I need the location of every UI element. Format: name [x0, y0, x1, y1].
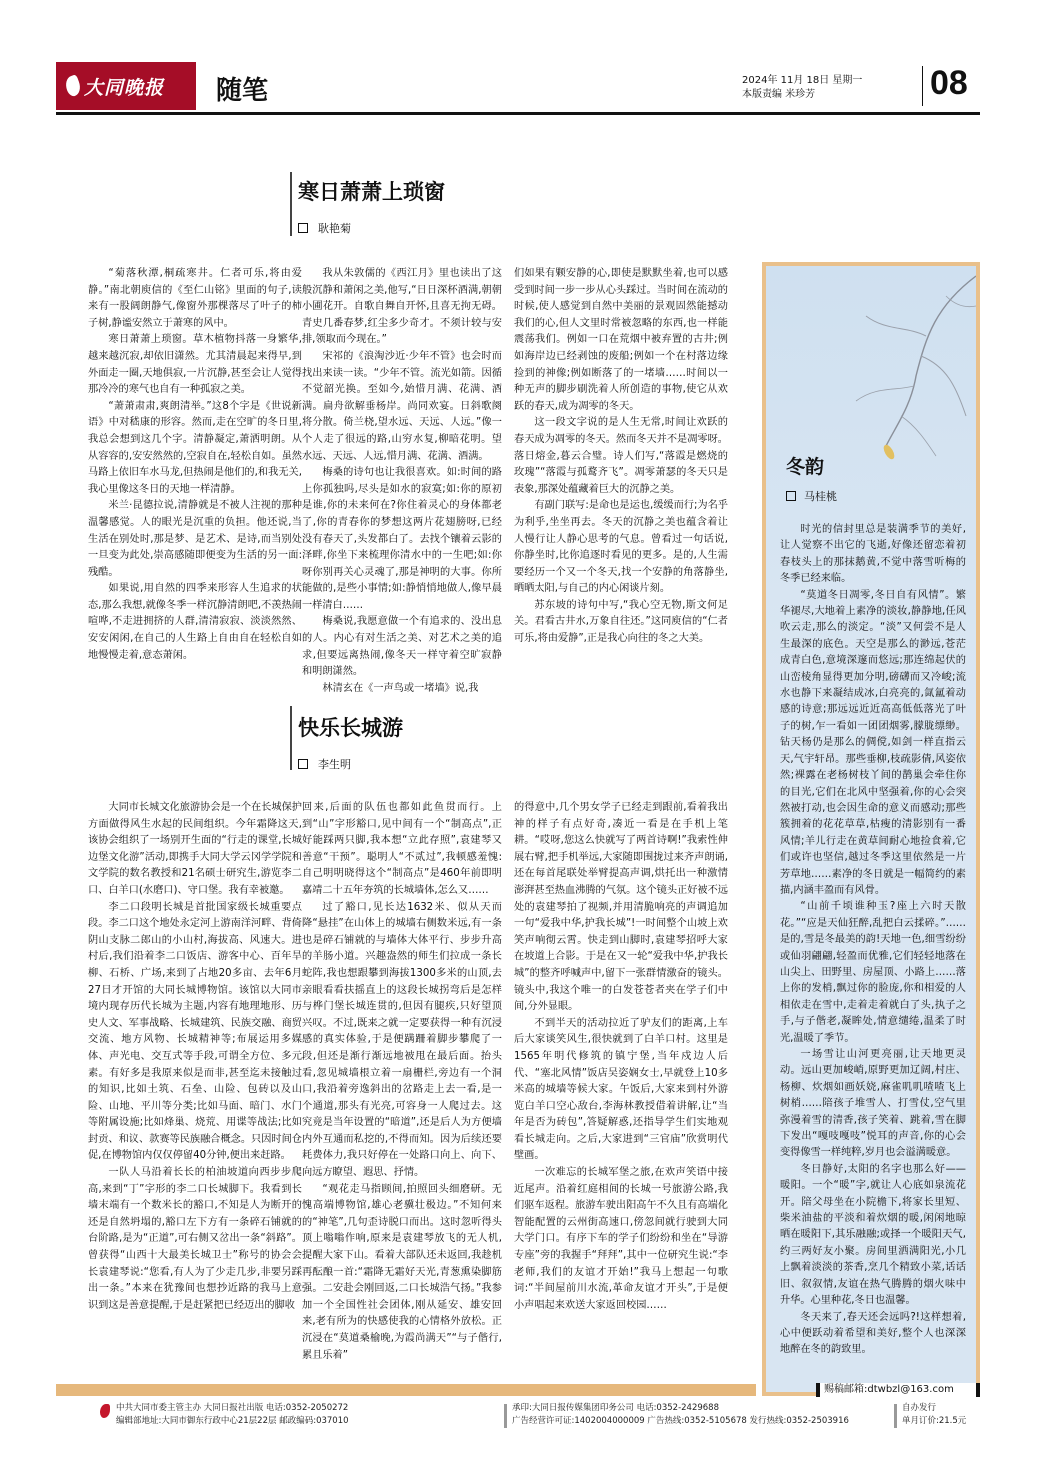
article2-title: 快乐长城游: [298, 715, 403, 740]
article1-column-2: [302, 266, 502, 697]
paragraph: 时光的信封里总是装满季节的美好,让人觉察不出它的飞逝,好像还留恋着初春枝头上的那抹鹅黄,不觉中落雪听梅的冬季已经来临。: [780, 524, 966, 585]
logo-text: 大同晚报: [84, 76, 165, 99]
section-title: 随笔: [216, 76, 269, 106]
sidebar-title: 冬韵: [786, 456, 825, 478]
sidebar-body: [780, 522, 966, 1359]
article2-author: 李生明: [318, 758, 351, 771]
footer-line: 编辑部地址:大同市御东行政中心21层22层 邮政编码:037010: [116, 1416, 349, 1426]
footer-divider: [504, 1404, 507, 1428]
footer-line: 自办发行: [902, 1403, 937, 1413]
byline-box-icon: [786, 491, 796, 501]
footer-line: 承印:大同日报传媒集团印务公司 电话:0352-2429688: [512, 1403, 719, 1413]
paragraph: 回来,后面的队伍也都如此鱼贯而行。上到“山”字形豁口,见中间有一个“制高点”,正好能踩两只脚,我本想“立此存照”,袁建琴又善意“干预”。聪明人“不贰过”,我顿感羞愧:自己明明晓得这个“制高点”是460年前即明嘉靖二十五年夯筑的长城墙体,怎么又……: [302, 802, 502, 896]
sidebar-article: [762, 262, 980, 1396]
paragraph: 梅桑的诗句也让我很喜欢。如:时间的路上你孤独吗,尽头是如水的寂寞;如:你的原初是谁,你的未来何在?你住着灵心的身体都老了,你的青春你的梦想这两片花翅膀呀,已经没有春天了,头发都白了。去找个镶着云影的泽畔,你坐下来梳理你清水中的一生吧;如:你呀你别再关心灵魂了,那是神明的大事。你所能做的,是些小事情;如:静悄悄地做人,像早晨一样清白……: [302, 467, 502, 611]
footer-line: 中共大同市委主管主办 大同日报社出版 电话:0352-2050272: [116, 1403, 349, 1413]
page-editor: 本版责编 米珍芳: [742, 89, 816, 100]
paragraph: 过了豁口,见长达1632米、似从天而降“悬挂”在山体上的城墙右侧数米远,有一条也是碎石铺就的与墙体大体平行、步步升高的羊肠小道。兴趣盎然的师生们拉成一条长蛇阵,我也想跟攀到海拔1300多米的山顶,去亲眼看看扶摇直上的这段长城拐弯后是怎样与桦门堡长城连贯的,但因有腿疾,只好望顶兴叹。不过,既来之就一定要获得一种有沉浸感的真实体验,于是便蹒跚着脚步攀爬了一段,但还是渐行渐远地被甩在最后面。抬头看,忽见城墙根立着一扇栅栏,旁边有一个洞口,我沿着旁逸斜出的岔路走上去一看,是一个通道,那头有光亮,可容身一人爬过去。这究竟是当年设置的“暗道”,还是后人为方便墙内外互通而私挖的,不得而知。因为后续还要耗费体力,我只好停在一处路口向上、向下、向远方瞭望、遐思、抒情。: [302, 901, 502, 1179]
paragraph: 一场雪让山河更亮丽,让天地更灵动。远山更加峻峭,原野更加辽阔,村庄、杨柳、炊烟如画妖娆,麻雀叽叽喳喳飞上树梢……陪孩子堆雪人、打雪仗,空气里弥漫着雪的清香,孩子笑着、跳着,雪在脚下发出“嘎吱嘎吱”悦耳的声音,你的心会变得像雪一样纯粹,岁月也会溢满暖意。: [780, 1049, 966, 1159]
issue-date: 2024年 11月 18日 星期一: [742, 75, 863, 86]
footer-line: 广告经营许可证:1402004000009 广告热线:0352-5105678 发行热线:0352-2503916: [512, 1416, 849, 1426]
title-bar: [290, 172, 292, 236]
header-divider: [922, 66, 923, 106]
masthead-rule: [56, 112, 980, 115]
footer-divider: [894, 1404, 897, 1428]
paragraph: “山前千顷谁种玉?座上六时天散花。”“应是天仙狂醉,乱把白云揉碎。”……是的,雪是冬最美的韵!天地一色,细雪纷纷或仙羽翩翩,轻盈而优雅,它们轻轻地落在山尖上、田野里、房屋顶、小路上……落上你的发梢,飘过你的脸庞,你和相爱的人相依走在雪中,走着走着就白了头,执子之手,与子偕老,凝眸处,情意缱绻,温柔了时光,温暖了季节。: [780, 901, 966, 1044]
article2-byline: [298, 756, 351, 772]
article1-column-3: [514, 266, 728, 648]
paragraph: “观花走马指顾间,拍照回头细磨研。无愧高端博物馆,雄心老骥壮极边。”不知何来的“神笔”,几句歪诗脱口而出。这时忽听得头顶上嗡嗡作响,原来是袁建琴放飞的无人机,提醒大家下山。看着大部队还未返回,我趁机再酝酿一首:“霜降无霜好天光,青葱熏染脚筋强。二安赴会刚回返,二口长城浩气扬。”我参加一个全国性社会团体,刚从延安、雄安回来,老有所为的快感使我的心情格外放松。正沉浸在“莫道桑榆晚,为霞尚满天”“与子偕行,累且乐着”: [302, 1183, 502, 1361]
sidebar-byline: [786, 488, 837, 504]
flame-icon: [63, 74, 83, 98]
sidebar-author: 马桂桃: [804, 490, 837, 503]
article2-column-3: [514, 800, 728, 1314]
branch-illustration-icon: [826, 266, 976, 466]
paragraph: 如果说,用自然的四季来形容人生追求的状态,那么我想,就像冬季一样沉静清朗吧,不羡热闹喧哗,不走进拥挤的人群,清清寂寂、淡淡然然、安安闲闲,在自己的人生路上自由自在轻松自如地慢慢走着,意态萧闲。: [88, 583, 302, 661]
paragraph: 这一段文字说的是人生无常,时间让欢跃的春天成为凋零的冬天。然而冬天并不是凋零呀。落日熔金,暮云合璧。诗人们写,“落霞是燃烧的玫瑰”“落霞与孤鹜齐飞”。凋零萧瑟的冬天只是表象,那深处蕴藏着巨大的沉静之美。: [514, 417, 728, 495]
page-number: 08: [930, 64, 968, 102]
paragraph: 梅桑说,我愿意做一个有追求的、没出息的人。内心有对生活之美、对艺术之美的追求,但要远离热闹,像冬天一样守着空旷寂静和明朗潇然。: [302, 616, 502, 678]
paragraph: 米兰·昆德拉说,清静就是不被人注视的那种温馨感觉。人的眼光是沉重的负担。他还说,当生活在别处时,那是梦、是艺术、是诗,而当别处一旦变为此处,崇高感随即便变为生活的另一面:残酷。: [88, 500, 302, 578]
date-info: [742, 74, 862, 102]
byline-box-icon: [298, 223, 308, 233]
byline-box-icon: [298, 759, 308, 769]
footer-publisher-info: [116, 1402, 349, 1428]
article1-title: 寒日萧萧上琐窗: [298, 179, 445, 204]
paragraph: 大同市长城文化旅游协会是一个在长城保护方面做得风生水起的民间组织。今年霜降这天,该协会组织了一场别开生面的“行走的课堂,长城边堡文化游”活动,即携手大同大学云冈学学院和文学院的数名教授和21名硕士研究生,游览李二口、白羊口(水磨口)、守口堡。我有幸被邀。: [88, 802, 302, 896]
footer-line: 单月订价:21.5元: [902, 1416, 967, 1426]
paragraph: 林清玄在《一声鸟或一堵墙》说,我: [322, 682, 479, 694]
footer-logo-icon: [100, 1404, 110, 1418]
footer-printing-info: [512, 1402, 849, 1428]
paragraph: “菊落秋潭,桐疏寒井。仁者可乐,将由爱静。”南北朝庾信的《至仁山铭》里面的句子,读来有一股阔朗静气,像窗外那棵落尽了叶子的柿子树,静谧安然立于萧寒的风中。: [88, 268, 302, 329]
newspaper-logo: [56, 62, 196, 110]
paragraph: 一队人马沿着长长的柏油坡道向西步步爬高,来到“丁”字形的李二口长城脚下。我看到长墙末端有一个数米长的豁口,不知是人为断开的还是自然坍塌的,豁口左下方有一条碎石铺就的台阶路,是为“正道”,可右侧又岔出一条“斜路”。曾获得“山西十大最美长城卫士”称号的协会会长袁建琴说:“您看,有人为了少走几步,非要另踩出一条。”本来在犹豫间也想抄近路的我马上意识到这是善意提醒,于是赶紧把已经迈出的脚收: [88, 1167, 302, 1311]
paragraph: 有副门联写:是命也是运也,缓缓而行;为名乎为利乎,坐坐再去。冬天的沉静之美也蕴含着让人慢行让人静心思考的气息。曾看过一句话说,你静坐时,比你追逐时看见的更多。是的,人生需要经历一个又一个冬天,找一个安静的角落静坐,晒晒太阳,与自己的内心闲谈片刻。: [514, 500, 728, 595]
submission-email[interactable]: 赐稿邮箱:dtwbzl@163.com: [816, 1383, 980, 1397]
article1-column-1: [88, 266, 302, 664]
article2-column-1: [88, 800, 302, 1314]
paragraph: 苏东坡的诗句中写,“我心空无物,斯文何足关。君看古井水,万象自往还。”这同庾信的“仁者可乐,将由爱静”,正是我心向往的冬之大美。: [514, 599, 728, 645]
paragraph: 我从朱敦儒的《西江月》里也读出了这般沉静和萧闲之美,他写,“日日深杯酒满,朝朝小圃花开。自歌自舞自开怀,且喜无拘无碍。青史几番春梦,红尘多少奇才。不须计较与安排,领取而今现在。”: [302, 268, 502, 346]
paragraph: 冬天来了,春天还会远吗?!这样想着,心中便跃动着希望和美好,整个人也深深地醉在冬的韵致里。: [780, 1311, 966, 1356]
footer-subscription-info: [902, 1402, 966, 1428]
bottom-color-band: [56, 1384, 756, 1396]
paragraph: “莫道冬日凋零,冬日自有风情”。繁华褪尽,大地着上素净的淡妆,静静地,任风吹云走,那么的淡定。“淡”又何尝不是人生最深的底色。天空是那么的渺远,苍茫成青白色,意境深邃而悠远;那连绵起伏的山峦棱角显得更加分明,磅礴而又冷峻;流水也静下来凝结成冰,白亮亮的,氤氲着动感的诗意;那远远近近高高低低落光了叶子的树,乍一看如一团团烟雾,朦胧缥缈。钻天杨仍是那么的倜傥,如剑一样直指云天,气宇轩昂。那些垂柳,枝疏影倩,风姿依然;裸露在老杨树枝丫间的鹊巢会牵住你的目光,它们在北风中坚强着,你的心会突然被打动,也会因生命的意义而感动;那些簇拥着的花花草草,枯瘦的清影别有一番风情;羊儿行走在黄草间耐心地捡食着,它们或许也坚信,越过冬季这里依然是一片芳草地……素净的冬日就是一幅简约的素描,内涵丰盈而有风骨。: [780, 589, 966, 896]
paragraph: 不到半天的活动拉近了驴友们的距离,上车后大家谈笑风生,很快就到了白羊口村。这里是1565年明代修筑的镇宁堡,当年戍边人后代、“塞北风情”饭店吴姿娴女士,早就登上10多米高的城墙等候大家。午饭后,大家来到村外游览白羊口空心敌台,李海林教授借着讲解,让“当年是否为砖包”,答疑解惑,还指导学生们实地观看长城走向。之后,大家进到“三官庙”欣赏明代壁画。: [514, 1017, 728, 1162]
paragraph: 李二口段明长城是首批国家级长城重要点段。李二口这个地处永定河上游南洋河畔、背倚阴山支脉二郎山的小山村,海拔高、风速大。进村后,我们沿着李二口饭店、游客中心、百年旱柳、石桥、广场,来到了占地20多亩、去年6月27日才开馆的大同长城博物馆。该馆以大同市境内现存历代长城为主题,内容有地理地形、历史人文、军事战略、长城建筑、民族交融、商贸交流、地方风物、长城精神等;布展运用多媒体、声光电、交互式等手段,可谓全方位、多元素。有好多是我原来似是而非,甚至迄未接触过的知识,比如土筑、石垒、山险、包砖以及山险、山地、平川等分类;比如马面、暗门、水门等附属设施;比如烽巢、烧荒、用谍等战法;比如封贡、和议、款赛等民族融合概念。只因时间仓促,在博物馆内仅仅停留40分钟,便出来赶路。: [88, 901, 302, 1162]
article1-byline: [298, 220, 351, 236]
footer: [100, 1400, 980, 1440]
paragraph: 的得意中,几个男女学子已经走到跟前,看着我出神的样子有点好奇,凑近一看是在手机上笔耕。“哎呀,您这么快就写了两首诗啊!”我索性伸展右臂,把手机举远,大家随即围拢过来齐声朗诵,还在每首尾联处举臂提高声调,烘托出一种激情澎湃甚至热血沸腾的气氛。这个镜头正好被不远处的袁建琴拍了视频,并用清脆响亮的声调追加一句“爱我中华,护我长城”!一时间整个山坡上欢笑声响彻云霄。快走到山脚时,袁建琴招呼大家在坡道上合影。于是在又一轮“爱我中华,护我长城”的整齐呼喊声中,留下一张群情激奋的镜头。镜头中,我这个唯一的白发苍苍者夹在学子们中间,分外显眼。: [514, 802, 728, 1013]
paragraph: 冬日静好,太阳的名字也那么好——暖阳。一个“暖”字,就让人心底如泉流花开。陪父母坐在小院檐下,将家长里短、柴米油盐的平淡和着炊烟的暖,闲闲地晾晒在暖阳下,其乐融融;或择一个暖阳天气,约三两好友小聚。房间里洒满阳光,小几上飘着淡淡的茶香,烹几个精致小菜,话话旧、叙叙情,友谊在热气腾腾的烟火味中升华。心里种花,冬日也温馨。: [780, 1163, 966, 1307]
paragraph: 寒日萧萧上琐窗。草木植物抖落一身繁华,越来越沉寂,却依旧潇然。尤其清晨起来得早,到外面走一圈,天地俱寂,一片沉静,甚至会让人觉得那冷冷的寒气也自有一种孤寂之美。: [88, 334, 302, 396]
paragraph: 一次难忘的长城军堡之旅,在欢声笑语中接近尾声。沿着红庭相间的长城一号旅游公路,我们驱车返程。旅游车驶出阳高午不久且有高端化智能配置的云州街高速口,傍忽间就行驶到大同大学门口。有序下车的学子们纷纷和坐在“导游专座”旁的我握手“拜拜”,其中一位研究生说:“李老师,我们的友谊才开始!”我马上想起一句歌词:“半间屋前川水流,革命友谊才开头”,于是便小声唱起来欢送大家返回校园……: [514, 1167, 728, 1311]
article1-author: 耿艳菊: [318, 222, 351, 235]
paragraph: 们如果有颗安静的心,即使是默默坐着,也可以感受到时间一步一步从心头踩过。当时间在流动的时候,使人感觉到自然中美丽的景观固然能撼动我们的心,但人文里时常被忽略的东西,也一样能震荡我们。例如一口在荒烟中被弃置的古井;例如海岸边已经剥蚀的废船;例如一个在村落边缘捡到的神像;例如断落了的一堵墙……时间以一种无声的脚步刷洗着人所创造的事物,使它从欢跃的春天,成为凋零的冬天。: [514, 268, 728, 412]
paragraph: “萧萧肃肃,爽朗清举。”这8个字是《世说新语》中对嵇康的形容。然而,走在空旷的冬日里,我总会想到这几个字。清静凝定,萧洒明朗。从从容容的,安安然然的,空寂自在,轻松自如。虽然马路上依旧车水马龙,但热闹是他们的,和我无关,我心里像这冬日的天地一样清静。: [88, 400, 302, 495]
paragraph: 宋祁的《浪淘沙近·少年不管》也会时而找出来读一读。“少年不管。流光如箭。因循不觉韶光换。至如今,始惜月满、花满、酒满。扁舟欲解垂杨岸。尚同欢宴。日斜歌阕将分散。倚兰桡,望水远、天远、人远。”像一个人走了很远的路,山穷水复,柳暗花明。望水远、天远、人远,惜月满、花满、酒满。: [302, 350, 502, 462]
article2-column-2: [302, 800, 502, 1364]
title-bar: [290, 706, 292, 770]
